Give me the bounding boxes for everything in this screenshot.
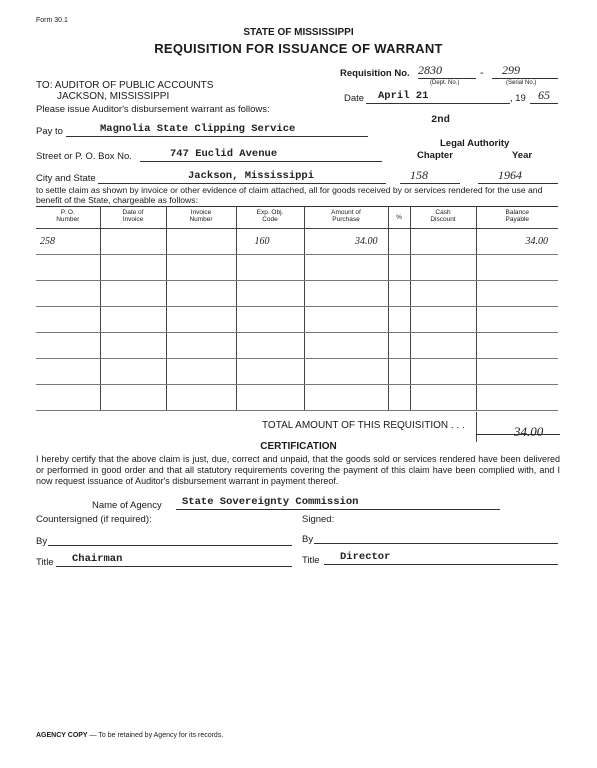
cell-percent: [388, 228, 410, 254]
title-label-left: Title: [36, 557, 54, 568]
cell-amount-of-purchase: [304, 358, 388, 384]
cell-balance-payable: [476, 384, 558, 410]
by-label-right: By: [302, 534, 314, 545]
cell-percent: [388, 332, 410, 358]
to-line-1: TO: AUDITOR OF PUBLIC ACCOUNTS: [36, 80, 214, 91]
cell-po-number: [36, 358, 100, 384]
cell-percent: [388, 280, 410, 306]
cell-po-number: [36, 306, 100, 332]
session-value: 2nd: [431, 114, 450, 126]
cell-amount-of-purchase: [304, 254, 388, 280]
dept-caption: (Dept. No.): [430, 80, 460, 86]
total-value: 34.00: [514, 424, 544, 439]
cell-exp-obj-code: [236, 384, 304, 410]
signed-label: Signed:: [302, 514, 335, 525]
cell-percent: [388, 254, 410, 280]
table-row: [36, 384, 558, 410]
serial-number: 299: [502, 63, 520, 77]
cell-amount-of-purchase: [304, 332, 388, 358]
table-row: [36, 306, 558, 332]
city-label: City and State: [36, 173, 96, 184]
cell-invoice-number: [166, 254, 236, 280]
cell-date-of-invoice: [100, 384, 166, 410]
state-title: STATE OF MISSISSIPPI: [243, 27, 354, 38]
cell-invoice-number: [166, 332, 236, 358]
cell-cash-discount: [410, 358, 476, 384]
table-row: [36, 332, 558, 358]
cell-date-of-invoice: [100, 228, 166, 254]
settle-text: to settle claim as shown by invoice or other evidence of claim attached, all for goods received by or services rendered for the use and benefit of the State, chargeable as follows:: [36, 185, 543, 205]
city-value: Jackson, Mississippi: [188, 170, 315, 182]
title-value-left: Chairman: [72, 553, 123, 565]
cell-date-of-invoice: [100, 358, 166, 384]
cell-amount-of-purchase: [304, 306, 388, 332]
year-value: 1964: [498, 168, 522, 182]
cell-percent: [388, 358, 410, 384]
cell-cash-discount: [410, 228, 476, 254]
cell-balance-payable: [476, 280, 558, 306]
pay-to-label: Pay to: [36, 126, 63, 137]
ledger-header-row: [36, 206, 558, 228]
serial-caption: (Serial No.): [506, 80, 537, 86]
agency-label: Name of Agency: [92, 500, 162, 511]
cell-balance-payable: [476, 254, 558, 280]
by-label-left: By: [36, 536, 48, 547]
cell-percent: [388, 384, 410, 410]
dept-number: 2830: [418, 63, 442, 77]
year-label: Year: [512, 150, 533, 161]
cell-balance-payable: 34.00: [476, 228, 558, 254]
form-number: Form 30.1: [36, 17, 68, 24]
requisition-label: Requisition No.: [340, 68, 410, 79]
title-value-right: Director: [340, 551, 391, 563]
col-exp-obj-code: Exp. Obj. Code: [236, 206, 304, 228]
certification-title: CERTIFICATION: [260, 441, 337, 452]
title-label-right: Title: [302, 555, 320, 566]
date-label: Date: [344, 93, 365, 104]
requisition-dash: -: [480, 67, 484, 79]
certification-text: I hereby certify that the above claim is just, due, correct and unpaid, that the goods sold or services rendered have been delivered or performed in good order and that all statutory requirements covering the payment of this claim have been complied with, and I now request issuance of Auditor's disbursement warrant in payment thereof.: [36, 454, 560, 486]
col-date-of-invoice: Date of Invoice: [100, 206, 166, 228]
cell-amount-of-purchase: [304, 280, 388, 306]
cell-date-of-invoice: [100, 332, 166, 358]
cell-po-number: [36, 254, 100, 280]
cell-cash-discount: [410, 280, 476, 306]
col-percent: %: [388, 206, 410, 228]
footer-note: AGENCY COPY — To be retained by Agency for its records.: [36, 732, 224, 739]
cell-cash-discount: [410, 384, 476, 410]
cell-po-number: 258: [36, 228, 100, 254]
legal-authority-label: Legal Authority: [440, 138, 510, 149]
cell-exp-obj-code: [236, 254, 304, 280]
cell-exp-obj-code: [236, 280, 304, 306]
date-year-prefix: , 19: [510, 93, 526, 104]
cell-exp-obj-code: [236, 332, 304, 358]
cell-cash-discount: [410, 332, 476, 358]
street-label: Street or P. O. Box No.: [36, 151, 132, 162]
cell-po-number: [36, 280, 100, 306]
table-row: [36, 228, 558, 254]
cell-percent: [388, 306, 410, 332]
cell-date-of-invoice: [100, 280, 166, 306]
cell-date-of-invoice: [100, 254, 166, 280]
cell-invoice-number: [166, 280, 236, 306]
col-balance-payable: Balance Payable: [476, 206, 558, 228]
cell-cash-discount: [410, 306, 476, 332]
date-year: 65: [538, 88, 550, 102]
cell-po-number: [36, 384, 100, 410]
cell-invoice-number: [166, 384, 236, 410]
countersigned-label: Countersigned (if required):: [36, 514, 152, 525]
cell-balance-payable: [476, 306, 558, 332]
agency-value: State Sovereignty Commission: [182, 496, 359, 508]
cell-exp-obj-code: [236, 306, 304, 332]
cell-invoice-number: [166, 358, 236, 384]
to-line-3: Please issue Auditor's disbursement warrant as follows:: [36, 104, 270, 115]
col-po-number: P. O. Number: [36, 206, 100, 228]
col-cash-discount: Cash Discount: [410, 206, 476, 228]
date-value: April 21: [378, 90, 429, 102]
cell-exp-obj-code: 160: [236, 228, 304, 254]
form-title: REQUISITION FOR ISSUANCE OF WARRANT: [154, 41, 443, 56]
cell-exp-obj-code: [236, 358, 304, 384]
cell-balance-payable: [476, 358, 558, 384]
cell-balance-payable: [476, 332, 558, 358]
total-label: TOTAL AMOUNT OF THIS REQUISITION . . .: [262, 420, 465, 431]
cell-date-of-invoice: [100, 306, 166, 332]
cell-amount-of-purchase: [304, 384, 388, 410]
cell-po-number: [36, 332, 100, 358]
pay-to-value: Magnolia State Clipping Service: [100, 123, 296, 135]
table-row: [36, 358, 558, 384]
street-value: 747 Euclid Avenue: [170, 148, 278, 160]
table-row: [36, 280, 558, 306]
chapter-label: Chapter: [417, 150, 453, 161]
ledger-table: [36, 206, 558, 411]
cell-invoice-number: [166, 306, 236, 332]
chapter-value: 158: [410, 168, 428, 182]
col-amount-of-purchase: Amount of Purchase: [304, 206, 388, 228]
cell-invoice-number: [166, 228, 236, 254]
table-row: [36, 254, 558, 280]
to-line-2: JACKSON, MISSISSIPPI: [57, 91, 170, 102]
cell-amount-of-purchase: 34.00: [304, 228, 388, 254]
cell-cash-discount: [410, 254, 476, 280]
col-invoice-number: Invoice Number: [166, 206, 236, 228]
